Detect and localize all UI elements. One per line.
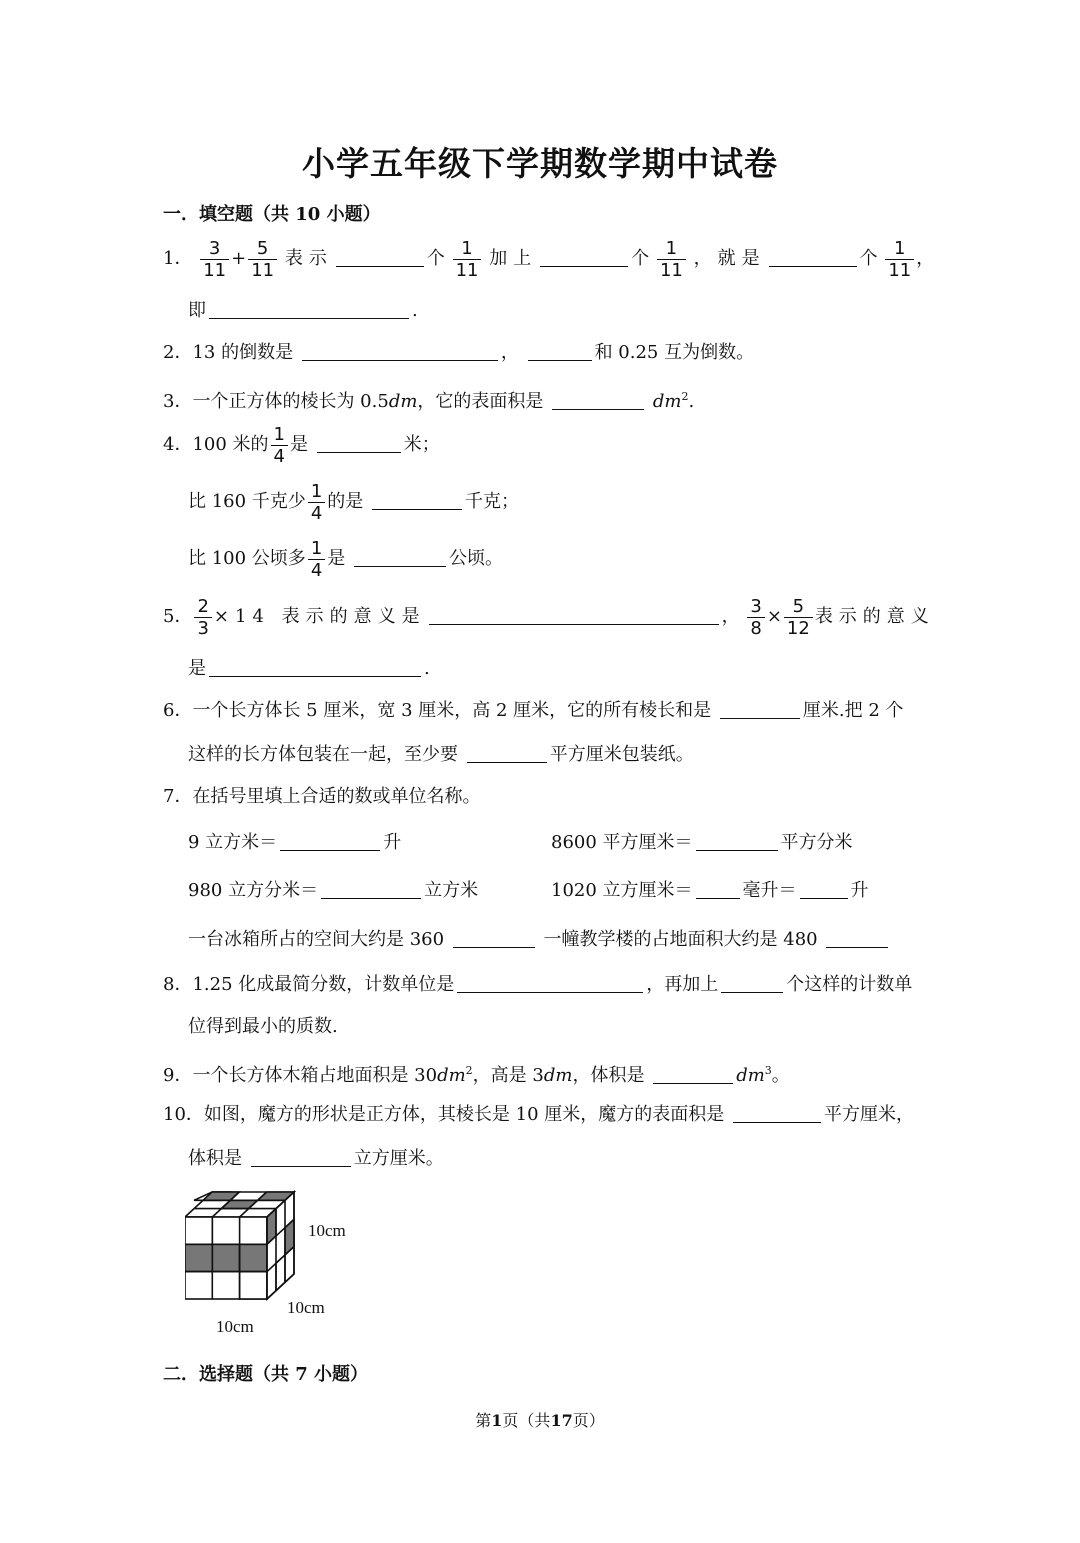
- answer-blank[interactable]: [457, 974, 643, 993]
- answer-blank[interactable]: [653, 1065, 733, 1084]
- answer-blank[interactable]: [336, 248, 424, 267]
- fraction: $\frac{1}{4}$: [308, 538, 325, 581]
- question-1-line-2: 即 .: [188, 300, 418, 321]
- question-2: 2．13 的倒数是 ， 和 0.25 互为倒数。: [163, 342, 755, 363]
- fraction: $\frac{1}{11}$: [885, 238, 914, 281]
- answer-blank[interactable]: [721, 974, 783, 993]
- section-heading-fill-in: 一．填空题（共 10 小题）: [163, 204, 381, 225]
- fraction: $\frac{1}{4}$: [308, 481, 325, 524]
- answer-blank[interactable]: [528, 342, 592, 361]
- answer-blank[interactable]: [696, 832, 778, 851]
- answer-blank[interactable]: [720, 700, 800, 719]
- question-8-line-2: 位得到最小的质数.: [188, 1016, 338, 1037]
- question-8: 8．1.25 化成最简分数，计数单位是 ，再加上 个这样的计数单: [163, 974, 913, 995]
- question-6-line-2: 这样的长方体包装在一起，至少要 平方厘米包装纸。: [188, 744, 694, 765]
- question-5-line-2: 是 .: [188, 658, 430, 679]
- page-title: 小学五年级下学期数学期中试卷: [302, 144, 778, 183]
- answer-blank[interactable]: [552, 391, 644, 410]
- question-9: 9．一个长方体木箱占地面积是 $30dm^2$，高是 3dm，体积是 $dm^3$。: [163, 1064, 790, 1086]
- answer-blank[interactable]: [302, 342, 498, 361]
- answer-blank[interactable]: [354, 548, 446, 567]
- fraction: $\frac{5}{11}$: [248, 238, 277, 281]
- answer-blank[interactable]: [733, 1104, 821, 1123]
- fraction: $\frac{5}{12}$: [784, 596, 813, 639]
- answer-blank[interactable]: [467, 744, 547, 763]
- answer-blank[interactable]: [540, 248, 628, 267]
- cube-depth-label: 10cm: [287, 1298, 325, 1317]
- question-7-row-1-right: 8600 平方厘米＝ 平方分米: [551, 832, 853, 853]
- answer-blank[interactable]: [800, 880, 848, 899]
- answer-blank[interactable]: [209, 658, 421, 677]
- answer-blank[interactable]: [826, 929, 888, 948]
- answer-blank[interactable]: [769, 248, 857, 267]
- answer-blank[interactable]: [280, 832, 380, 851]
- question-7-row-3: 一台冰箱所占的空间大约是 360 一幢教学楼的占地面积大约是 480: [188, 915, 948, 965]
- cube-width-label: 10cm: [216, 1317, 254, 1336]
- question-4-line-2: 比 160 千克少 $\frac{1}{4}$ 的是 千克；: [188, 480, 519, 524]
- question-7-row-2: 980 立方分米＝ 立方米: [188, 880, 479, 901]
- answer-blank[interactable]: [372, 491, 462, 510]
- answer-blank[interactable]: [453, 929, 535, 948]
- question-5: 5． $\frac{2}{3}$ ×14 表示的意义是 ， $\frac{3}{8}$ × $\frac{5}{12}$ 表示的意义: [163, 595, 935, 639]
- question-7: 7．在括号里填上合适的数或单位名称。: [163, 786, 481, 807]
- question-3: 3．一个正方体的棱长为 0.5dm，它的表面积是 $dm^2$.: [163, 390, 695, 412]
- answer-blank[interactable]: [317, 434, 401, 453]
- section-heading-multiple-choice: 二．选择题（共 7 小题）: [163, 1364, 369, 1385]
- question-6: 6．一个长方体长 5 厘米，宽 3 厘米，高 2 厘米，它的所有棱长和是 厘米.把 2 个: [163, 700, 904, 721]
- fraction: $\frac{1}{11}$: [453, 238, 482, 281]
- fraction: $\frac{2}{3}$: [194, 596, 211, 639]
- answer-blank[interactable]: [429, 606, 719, 625]
- answer-blank[interactable]: [321, 880, 421, 899]
- cube-height-label: 10cm: [308, 1221, 346, 1240]
- answer-blank[interactable]: [251, 1148, 351, 1167]
- question-7-row-2-right: 1020 立方厘米＝ 毫升＝ 升: [551, 880, 869, 901]
- question-7-row-1: 9 立方米＝ 升: [188, 832, 402, 853]
- fraction: $\frac{3}{8}$: [747, 596, 764, 639]
- question-1: 1． $\frac{3}{11}$ + $\frac{5}{11}$ 表示 个 $\frac{1}{11}$ 加上 个 $\frac{1}{11}$ ，就是 个 $\frac{1}{11}$ ，: [163, 237, 935, 281]
- answer-blank[interactable]: [209, 300, 409, 319]
- question-10-line-2: 体积是 立方厘米。: [188, 1148, 444, 1169]
- page-footer: 第1页（共17页）: [475, 1411, 605, 1430]
- question-4-line-3: 比 100 公顷多 $\frac{1}{4}$ 是 公顷。: [188, 537, 503, 581]
- fraction: $\frac{1}{4}$: [271, 424, 288, 467]
- fraction: $\frac{3}{11}$: [200, 238, 229, 281]
- fraction: $\frac{1}{11}$: [657, 238, 686, 281]
- question-10: 10．如图，魔方的形状是正方体，其棱长是 10 厘米，魔方的表面积是 平方厘米，: [163, 1104, 914, 1125]
- question-4: 4．100 米的 $\frac{1}{4}$ 是 米；: [163, 423, 440, 467]
- answer-blank[interactable]: [696, 880, 740, 899]
